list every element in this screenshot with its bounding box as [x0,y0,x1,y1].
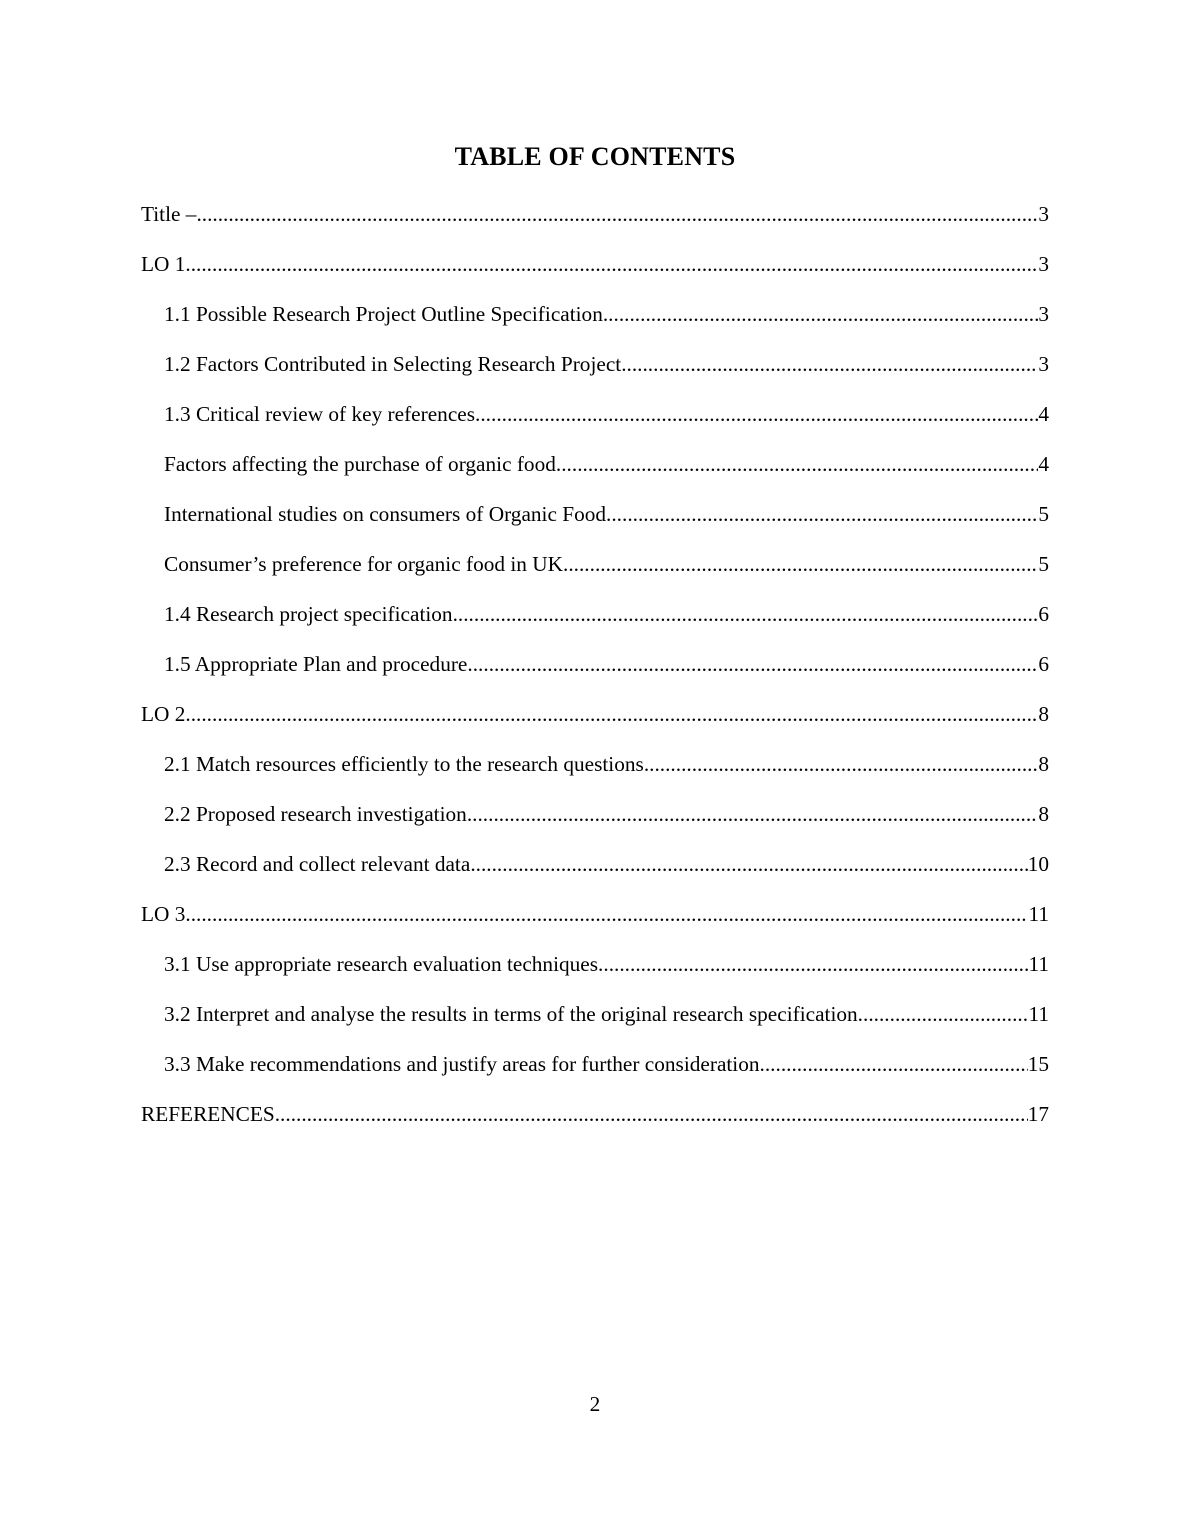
toc-entry-page-number: 5 [1038,502,1049,526]
toc-entry-page-number: 15 [1027,1052,1049,1076]
toc-entry[interactable] [141,896,1049,946]
toc-entry-title: 1.5 Appropriate Plan and procedure [164,652,468,676]
toc-heading: TABLE OF CONTENTS [454,142,736,171]
toc-entry-title: 3.1 Use appropriate research evaluation techniques [164,952,599,976]
toc-dot-leader [185,896,1028,932]
toc-entry-page-number: 11 [1028,952,1049,976]
toc-entry[interactable] [141,346,1049,396]
toc-dot-leader [606,496,1038,532]
toc-entry[interactable] [141,496,1049,546]
toc-entry-page-number: 3 [1038,302,1049,326]
toc-dot-leader [760,1046,1028,1082]
toc-entry-page-number: 10 [1027,852,1049,876]
toc-entry-title: REFERENCES [141,1102,275,1126]
toc-entry[interactable] [141,446,1049,496]
toc-entry-title: LO 1 [141,252,186,276]
toc-dot-leader [598,946,1028,982]
page-number: 2 [589,1392,601,1416]
toc-entry-title: 1.2 Factors Contributed in Selecting Research Project [164,352,622,376]
toc-entry[interactable] [141,246,1049,296]
toc-dot-leader [556,446,1038,482]
toc-entry-title: LO 3 [141,902,186,926]
toc-entry-title: 2.3 Record and collect relevant data [164,852,471,876]
toc-entry-title: Consumer’s preference for organic food in UK [164,552,563,576]
toc-dot-leader [467,796,1039,832]
toc-entry[interactable] [141,1046,1049,1096]
toc-entry-page-number: 4 [1038,452,1049,476]
toc-dot-leader [467,646,1038,682]
toc-entry-page-number: 5 [1038,552,1049,576]
toc-entry-page-number: 11 [1028,902,1049,926]
toc-entry-page-number: 8 [1038,752,1049,776]
toc-entry-title: LO 2 [141,702,186,726]
toc-entry[interactable] [141,396,1049,446]
toc-entry-title: 3.2 Interpret and analyse the results in terms of the original research specification [164,1002,858,1026]
toc-entry-page-number: 3 [1038,202,1049,226]
toc-dot-leader [603,296,1038,332]
toc-dot-leader [475,396,1038,432]
toc-dot-leader [563,546,1038,582]
toc-entry-title: 2.1 Match resources efficiently to the research questions [164,752,644,776]
toc-entry[interactable] [141,546,1049,596]
toc-entry-page-number: 6 [1038,602,1049,626]
toc-entry[interactable] [141,646,1049,696]
toc-entry[interactable] [141,846,1049,896]
toc-entry-page-number: 4 [1038,402,1049,426]
toc-dot-leader [644,746,1039,782]
toc-entry-page-number: 17 [1027,1102,1049,1126]
toc-entry-page-number: 8 [1038,702,1049,726]
toc-dot-leader [196,196,1038,232]
toc-entry-page-number: 6 [1038,652,1049,676]
toc-entry[interactable] [141,596,1049,646]
toc-entry-page-number: 3 [1038,252,1049,276]
toc-dot-leader [185,696,1038,732]
toc-entry[interactable] [141,696,1049,746]
toc-dot-leader [275,1096,1028,1132]
toc-entry[interactable] [141,296,1049,346]
toc-entry[interactable] [141,746,1049,796]
toc-entry-title: Title – [141,202,197,226]
toc-entry-page-number: 8 [1038,802,1049,826]
toc-dot-leader [621,346,1038,382]
toc-entry-page-number: 3 [1038,352,1049,376]
toc-entry-title: 3.3 Make recommendations and justify areas for further consideration [164,1052,760,1076]
toc-entry-page-number: 11 [1028,1002,1049,1026]
toc-entry-title: Factors affecting the purchase of organic food [164,452,556,476]
toc-entry-title: 1.3 Critical review of key references [164,402,476,426]
toc-entry[interactable] [141,796,1049,846]
toc-dot-leader [858,996,1029,1032]
toc-entry-title: 1.1 Possible Research Project Outline Specification [164,302,603,326]
toc-entry-title: 2.2 Proposed research investigation [164,802,467,826]
toc-dot-leader [185,246,1038,282]
toc-entry[interactable] [141,1096,1049,1146]
toc-list [141,196,1049,1146]
toc-entry[interactable] [141,196,1049,246]
toc-entry-title: 1.4 Research project specification [164,602,453,626]
toc-dot-leader [453,596,1039,632]
toc-entry[interactable] [141,996,1049,1046]
toc-entry-title: International studies on consumers of Organic Food [164,502,607,526]
toc-dot-leader [470,846,1027,882]
toc-entry[interactable] [141,946,1049,996]
